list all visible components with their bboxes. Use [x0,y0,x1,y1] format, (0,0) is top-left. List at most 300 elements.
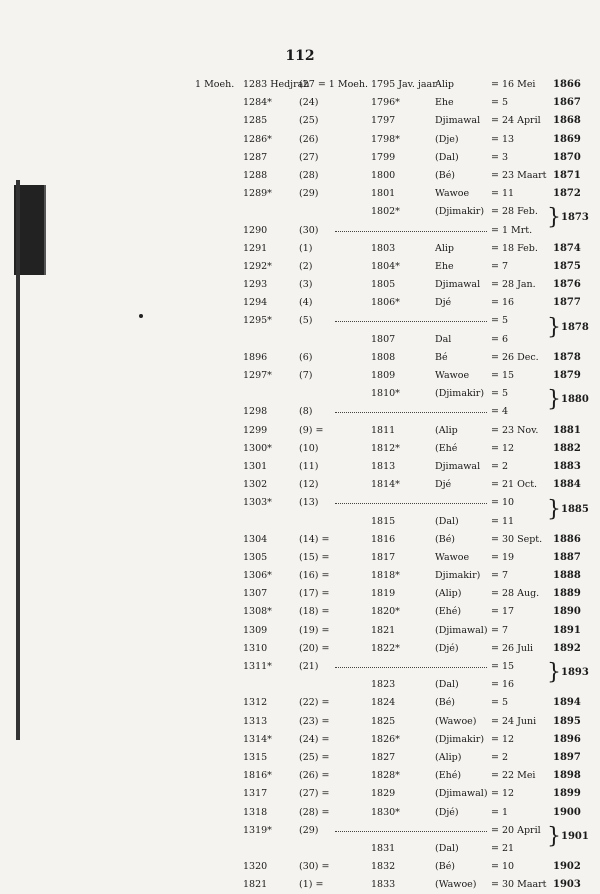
cell-dt: = 28 Jan. [491,279,536,291]
cell-yr: 1877 [553,297,581,309]
cell-jn: (Dje) [435,133,459,145]
cell-jy: 1824 [371,697,396,709]
cell-yr: 1866 [553,79,581,90]
ink-spot [139,314,143,318]
cell-hd: (7) [299,370,313,381]
cell-hd: (25) = [299,751,330,763]
cell-jy: 1829 [371,788,396,800]
cell-hy: 1289* [243,188,272,200]
cell-dt: = 10 [491,497,515,509]
brace-glyph: } [547,387,561,413]
cell-jy: 1819 [371,588,396,600]
cell-jn: Wawoe [435,370,470,381]
cell-jy: 1831 [371,842,396,854]
cell-hd: (1) = [299,879,324,891]
cell-jn: Dal [435,333,452,345]
cell-dt: = 18 Feb. [491,242,538,254]
cell-hy: 1303* [243,497,272,509]
cell-hd: (27) [299,151,319,163]
cell-jn: Bé [435,351,448,363]
cell-dt: = 11 [491,188,515,200]
cell-hy: 1301 [243,460,268,472]
cell-yr: 1876 [553,279,581,291]
table-row [195,549,580,567]
cell-yr: 1867 [553,97,581,109]
cell-hy: 1299 [243,424,268,436]
cell-dt: = 5 [491,388,509,400]
cell-dt: = 2 [491,751,509,763]
cell-yr: 1875 [553,260,581,272]
cell-jy: 1809 [371,370,396,381]
cell-yr: 1884 [553,479,581,491]
cell-hy: 1318 [243,806,268,818]
cell-jy: 1832 [371,861,396,873]
cell-jy: 1814* [371,479,400,491]
table-row [195,422,580,440]
cell-hy: 1896 [243,351,268,363]
table-row [195,367,580,385]
cell-hy: 1300* [243,442,272,454]
cell-hd: (24) = [299,733,330,745]
cell-yr: 1899 [553,788,581,800]
cell-hy: 1290 [243,224,268,236]
table-row [195,785,580,803]
cell-hd: (29) [299,188,319,200]
brace-glyph: } [547,314,561,340]
cell-hd: (29) [299,824,319,836]
braced-year: 1873 [561,212,589,224]
cell-hd: (12) [299,479,319,491]
cell-hd: (28) = [299,806,330,818]
cell-jy: 1826* [371,733,400,745]
cell-jy: 1800 [371,169,396,181]
cell-jy: 1818* [371,570,400,582]
brace-glyph: } [547,205,561,231]
table-row [195,585,580,603]
cell-dt: = 5 [491,97,509,109]
cell-jn: Ehe [435,97,454,109]
cell-jn: (Ehé) [435,770,462,782]
cell-dt: = 16 [491,297,515,309]
cell-dt: = 28 Aug. [491,588,540,600]
cell-dt: = 6 [491,333,509,345]
cell-jy: 1815 [371,515,396,527]
cell-jn: (Dal) [435,515,459,527]
cell-jy: 1828* [371,770,400,782]
cell-jy: 1808 [371,351,396,363]
cell-jy: 1805 [371,279,396,291]
cell-jy: 1827 [371,751,396,763]
cell-yr: 1882 [553,442,581,454]
cell-jy: 1797 [371,115,396,127]
cell-dt: = 16 Mei [491,79,536,90]
table-row [195,349,580,367]
cell-dt: = 23 Maart [491,169,547,181]
binding-shadow [16,180,20,740]
cell-jn: Ehe [435,260,454,272]
cell-hd: (9) = [299,424,324,436]
cell-hy: 1283 Hedjrah [243,79,310,90]
cell-jn: Alip [435,79,455,90]
cell-hd: (6) [299,351,313,363]
cell-dt: = 21 Oct. [491,479,538,491]
brace-glyph: } [547,496,561,522]
cell-hd: (5) [299,315,313,327]
table-row [195,640,580,658]
table-row [195,294,580,312]
cell-dt: = 23 Nov. [491,424,539,436]
cell-jy: 1799 [371,151,396,163]
cell-dt: = 24 April [491,115,541,127]
cell-jn: (Bé) [435,697,456,709]
cell-dt: = 7 [491,570,509,582]
table-row [195,513,580,531]
cell-yr: 1903 [553,879,581,891]
calendar-concordance-table [195,76,589,894]
table-row [195,676,580,694]
cell-dt: = 1 [491,806,509,818]
cell-jy: 1798* [371,133,400,145]
table-row [195,312,580,330]
dotted-leader [335,412,487,413]
cell-dt: = 7 [491,624,509,636]
cell-hd: (30) = [299,861,330,873]
cell-hy: 1302 [243,479,268,491]
cell-jn: (Wawoe) [435,879,477,891]
cell-hy: 1317 [243,788,268,800]
cell-hd: (22) = [299,697,330,709]
cell-yr: 1890 [553,606,581,618]
cell-dt: = 17 [491,606,515,618]
cell-dt: = 16 [491,679,515,691]
cell-jy: 1813 [371,460,396,472]
cell-jy: 1825 [371,715,396,727]
braced-year: 1878 [561,321,589,333]
brace-glyph: } [547,824,561,850]
cell-hy: 1297* [243,370,272,381]
cell-hd: (4) [299,297,313,309]
cell-jy: 1820* [371,606,400,618]
cell-hd: (11) [299,460,319,472]
cell-jn: (Djé) [435,806,459,818]
cell-hy: 1310 [243,642,268,654]
cell-jn: Djimakir) [435,570,481,582]
cell-jn: Alip [435,242,455,254]
table-row [195,858,580,876]
cell-dt: = 21 [491,842,515,854]
cell-dt: = 30 Maart [491,879,547,891]
cell-jn: (Bé) [435,861,456,873]
table-row [195,94,580,112]
cell-mo: 1 Moeh. [195,79,235,90]
cell-jy: 1803 [371,242,396,254]
dotted-leader [335,231,487,232]
table-row [195,476,580,494]
cell-yr: 1892 [553,642,581,654]
cell-jy: 1804* [371,260,400,272]
cell-jy: 1801 [371,188,396,200]
table-row [195,403,580,421]
cell-yr: 1897 [553,751,581,763]
cell-jn: Wawoe [435,551,470,563]
cell-yr: 1898 [553,770,581,782]
cell-hy: 1294 [243,297,268,309]
cell-jy: 1822* [371,642,400,654]
cell-jy: 1807 [371,333,396,345]
cell-yr: 1902 [553,861,581,873]
cell-hd: (16) = [299,570,330,582]
cell-hy: 1287 [243,151,268,163]
cell-yr: 1894 [553,697,581,709]
cell-hy: 1304 [243,533,268,545]
cell-jn: (Djimawal) [435,624,488,636]
cell-jy: 1817 [371,551,396,563]
cell-jy: 1802* [371,206,400,218]
table-row [195,494,580,512]
cell-yr: 1891 [553,624,581,636]
braced-year: 1880 [561,394,589,406]
cell-jn: (Djimakir) [435,733,485,745]
cell-yr: 1878 [553,351,581,363]
cell-dt: = 12 [491,442,515,454]
table-row [195,385,580,403]
cell-hy: 1307 [243,588,268,600]
cell-dt: = 28 Feb. [491,206,538,218]
cell-jn: (Bé) [435,169,456,181]
cell-jn: (Djimakir) [435,206,485,218]
cell-hy: 1291 [243,242,268,254]
cell-hd: (30) [299,224,319,236]
cell-jy: 1812* [371,442,400,454]
cell-yr: 1883 [553,460,581,472]
cell-jn: (Djimawal) [435,788,488,800]
cell-yr: 1868 [553,115,581,127]
braced-year: 1893 [561,667,589,679]
table-row [195,713,580,731]
cell-yr: 1874 [553,242,581,254]
cell-dt: = 24 Juni [491,715,537,727]
cell-hy: 1308* [243,606,272,618]
cell-dt: = 12 [491,788,515,800]
cell-jn: (Alip) [435,588,462,600]
cell-hd: (19) = [299,624,330,636]
cell-yr: 1900 [553,806,581,818]
cell-dt: = 10 [491,861,515,873]
cell-yr: 1881 [553,424,581,436]
cell-jn: (Djimakir) [435,388,485,400]
table-row [195,131,580,149]
cell-hd: (10) [299,442,319,454]
cell-hd: (27) = [299,788,330,800]
cell-yr: 1889 [553,588,581,600]
cell-jn: Djé [435,297,452,309]
cell-dt: = 26 Juli [491,642,534,654]
cell-hy: 1295* [243,315,272,327]
cell-hy: 1284* [243,97,272,109]
cell-hy: 1315 [243,751,268,763]
cell-jy: 1810* [371,388,400,400]
cell-hd: (25) [299,115,319,127]
table-row [195,749,580,767]
cell-hy: 1816* [243,770,272,782]
cell-dt: = 11 [491,515,515,527]
brace-glyph: } [547,660,561,686]
table-row [195,76,580,94]
cell-jn: Djimawal [435,279,481,291]
cell-jn: (Alip [435,424,458,436]
cell-hy: 1285 [243,115,268,127]
cell-yr: 1887 [553,551,581,563]
dotted-leader [335,321,487,322]
cell-jn: (Dal) [435,151,459,163]
cell-yr: 1870 [553,151,581,163]
cell-yr: 1896 [553,733,581,745]
cell-hd: (28) [299,169,319,181]
cell-jy: 1833 [371,879,396,891]
table-row [195,822,580,840]
cell-dt: = 22 Mei [491,770,536,782]
cell-hy: 1320 [243,861,268,873]
cell-yr: 1869 [553,133,581,145]
table-row [195,840,580,858]
cell-jy: 1795 Jav. jaar [371,79,437,90]
table-row [195,658,580,676]
braced-year: 1901 [561,831,589,843]
cell-jn: Djimawal [435,115,481,127]
table-row [195,331,580,349]
table-row [195,531,580,549]
cell-jn: (Dal) [435,842,459,854]
cell-hd: (2) [299,260,313,272]
cell-jn: (Bé) [435,533,456,545]
cell-hd: (1) [299,242,313,254]
cell-hd: (3) [299,279,313,291]
cell-hy: 1292* [243,260,272,272]
cell-hd: (26) [299,133,319,145]
cell-jn: Wawoe [435,188,470,200]
cell-hy: 1293 [243,279,268,291]
cell-hy: 1309 [243,624,268,636]
cell-jy: 1806* [371,297,400,309]
cell-yr: 1886 [553,533,581,545]
cell-jn: Djimawal [435,460,481,472]
cell-hd: (24) [299,97,319,109]
cell-jy: 1816 [371,533,396,545]
cell-hd: (21) [299,661,319,672]
dotted-leader [335,831,487,832]
cell-hd: (26) = [299,770,330,782]
braced-year: 1885 [561,503,589,515]
cell-hd: (15) = [299,551,330,563]
cell-jy: 1811 [371,424,396,436]
cell-hy: 1314* [243,733,272,745]
cell-dt: = 13 [491,133,515,145]
cell-hd: (27 = 1 Moeh. [299,79,369,90]
table-row [195,731,580,749]
cell-jn: (Ehé [435,442,458,454]
cell-hd: (8) [299,406,313,418]
cell-yr: 1871 [553,169,581,181]
cell-hd: (20) = [299,642,330,654]
cell-dt: = 7 [491,260,509,272]
cell-hy: 1312 [243,697,268,709]
cell-dt: = 3 [491,151,509,163]
cell-dt: = 20 April [491,824,541,836]
table-row [195,276,580,294]
cell-jy: 1821 [371,624,396,636]
table-row [195,603,580,621]
cell-dt: = 2 [491,460,509,472]
table-row [195,222,580,240]
cell-dt: = 19 [491,551,515,563]
cell-yr: 1879 [553,370,581,381]
cell-yr: 1895 [553,715,581,727]
cell-hd: (17) = [299,588,330,600]
dotted-leader [335,503,487,504]
cell-hy: 1288 [243,169,268,181]
cell-yr: 1872 [553,188,581,200]
table-row [195,694,580,712]
cell-hd: (18) = [299,606,330,618]
table-row [195,458,580,476]
cell-jy: 1830* [371,806,400,818]
table-row [195,203,580,221]
cell-dt: = 26 Dec. [491,351,539,363]
table-row [195,167,580,185]
cell-hy: 1298 [243,406,268,418]
cell-hy: 1313 [243,715,268,727]
cell-hy: 1311* [243,661,272,672]
table-row [195,112,580,130]
cell-hd: (23) = [299,715,330,727]
dotted-leader [335,667,487,668]
cell-hd: (14) = [299,533,330,545]
table-row [195,876,580,894]
cell-dt: = 12 [491,733,515,745]
table-row [195,258,580,276]
cell-hy: 1306* [243,570,272,582]
cell-dt: = 5 [491,697,509,709]
table-row [195,185,580,203]
cell-jn: (Alip) [435,751,462,763]
cell-hy: 1286* [243,133,272,145]
table-row [195,440,580,458]
table-row [195,767,580,785]
cell-dt: = 1 Mrt. [491,224,533,236]
cell-dt: = 15 [491,370,515,381]
page-number: 112 [285,48,315,64]
cell-jn: (Dal) [435,679,459,691]
cell-jn: (Djé) [435,642,459,654]
table-row [195,240,580,258]
table-row [195,567,580,585]
cell-dt: = 30 Sept. [491,533,543,545]
cell-dt: = 15 [491,661,515,672]
cell-hy: 1319* [243,824,272,836]
cell-dt: = 4 [491,406,509,418]
cell-hd: (13) [299,497,319,509]
cell-jy: 1823 [371,679,396,691]
cell-jn: Djé [435,479,452,491]
cell-dt: = 5 [491,315,509,327]
cell-yr: 1888 [553,570,581,582]
table-row [195,804,580,822]
table-row [195,622,580,640]
cell-jn: (Ehé) [435,606,462,618]
cell-jn: (Wawoe) [435,715,477,727]
cell-hy: 1821 [243,879,268,891]
cell-jy: 1796* [371,97,400,109]
